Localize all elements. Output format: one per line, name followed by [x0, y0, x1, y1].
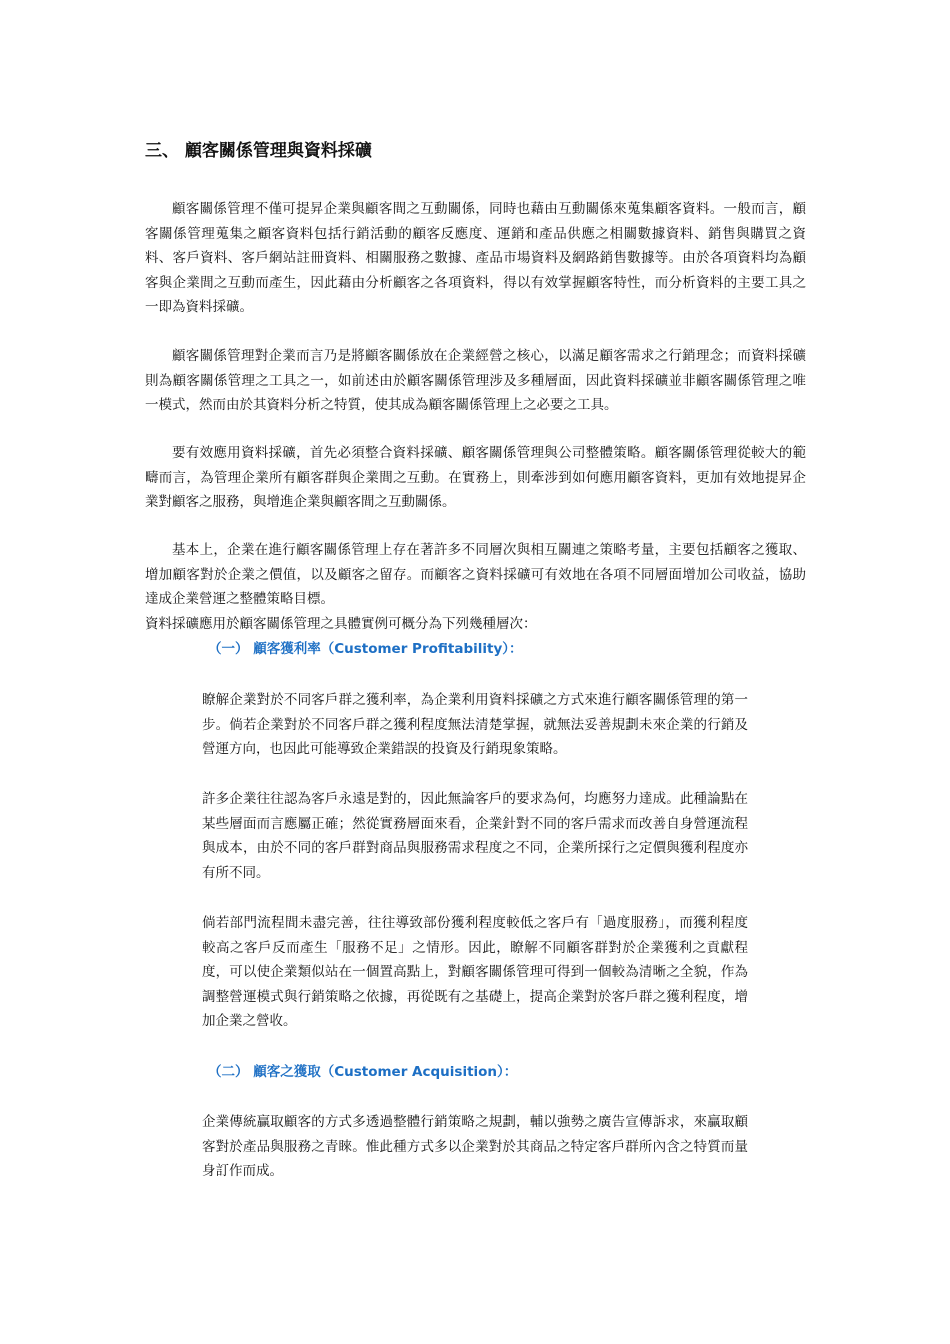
- body-paragraph: 基本上，企業在進行顧客關係管理上存在著許多不同層次與相互關連之策略考量，主要包括顧客之獲取、增加顧客對於企業之價值，以及顧客之留存。而顧客之資料採礦可有效地在各項不同層面增加公司收益，協助達成企業營運之整體策略目標。: [145, 542, 806, 607]
- subsection-heading-profitability: （一） 顧客獲利率（Customer Profitability）：: [208, 641, 523, 657]
- body-paragraph: 要有效應用資料採礦，首先必須整合資料採礦、顧客關係管理與公司整體策略。顧客關係管理從較大的範疇而言，為管理企業所有顧客群與企業間之互動。在實務上，則牽涉到如何應用顧客資料，更加有效地提昇企業對顧客之服務，與增進企業與顧客間之互動關係。: [145, 445, 806, 510]
- subsection-paragraph: 倘若部門流程間未盡完善，往往導致部份獲利程度較低之客戶有「過度服務」，而獲利程度較高之客戶反而產生「服務不足」之情形。因此，瞭解不同顧客群對於企業獲利之貢獻程度，可以使企業類似站在一個置高點上，對顧客關係管理可得到一個較為清晰之全貌，作為調整營運模式與行銷策略之依據，再從既有之基礎上，提高企業對於客戶群之獲利程度，增加企業之營收。: [202, 915, 748, 1029]
- subsection-paragraph: 瞭解企業對於不同客戶群之獲利率，為企業利用資料採礦之方式來進行顧客關係管理的第一步。倘若企業對於不同客戶群之獲利程度無法清楚掌握，就無法妥善規劃未來企業的行銷及營運方向，也因此可能導致企業錯誤的投資及行銷現象策略。: [202, 692, 748, 757]
- section-heading: 三、 顧客關係管理與資料採礦: [145, 141, 372, 161]
- subsection-paragraph: 企業傳統贏取顧客的方式多透過整體行銷策略之規劃，輔以強勢之廣告宣傳訴求，來贏取顧客對於產品與服務之青睞。惟此種方式多以企業對於其商品之特定客戶群所內含之特質而量身訂作而成。: [202, 1114, 748, 1179]
- subsection-heading-acquisition: （二） 顧客之獲取（Customer Acquisition）：: [208, 1064, 518, 1080]
- intro-line: 資料採礦應用於顧客關係管理之具體實例可概分為下列幾種層次：: [145, 616, 537, 632]
- body-paragraph: 顧客關係管理不僅可提昇企業與顧客間之互動關係，同時也藉由互動關係來蒐集顧客資料。一般而言，顧客關係管理蒐集之顧客資料包括行銷活動的顧客反應度、運銷和產品供應之相關數據資料、銷售與購買之資料、客戶資料、客戶網站註冊資料、相關服務之數據、產品市場資料及網路銷售數據等。由於各項資料均為顧客與企業間之互動而產生，因此藉由分析顧客之各項資料，得以有效掌握顧客特性，而分析資料的主要工具之一即為資料採礦。: [145, 201, 806, 315]
- body-paragraph: 顧客關係管理對企業而言乃是將顧客關係放在企業經營之核心，以滿足顧客需求之行銷理念；而資料採礦則為顧客關係管理之工具之一，如前述由於顧客關係管理涉及多種層面，因此資料採礦並非顧客關係管理之唯一模式，然而由於其資料分析之特質，使其成為顧客關係管理上之必要之工具。: [145, 348, 806, 413]
- subsection-paragraph: 許多企業往往認為客戶永遠是對的，因此無論客戶的要求為何，均應努力達成。此種論點在某些層面而言應屬正確；然從實務層面來看，企業針對不同的客戶需求而改善自身營運流程與成本，由於不同的客戶群對商品與服務需求程度之不同，企業所採行之定價與獲利程度亦有所不同。: [202, 791, 748, 881]
